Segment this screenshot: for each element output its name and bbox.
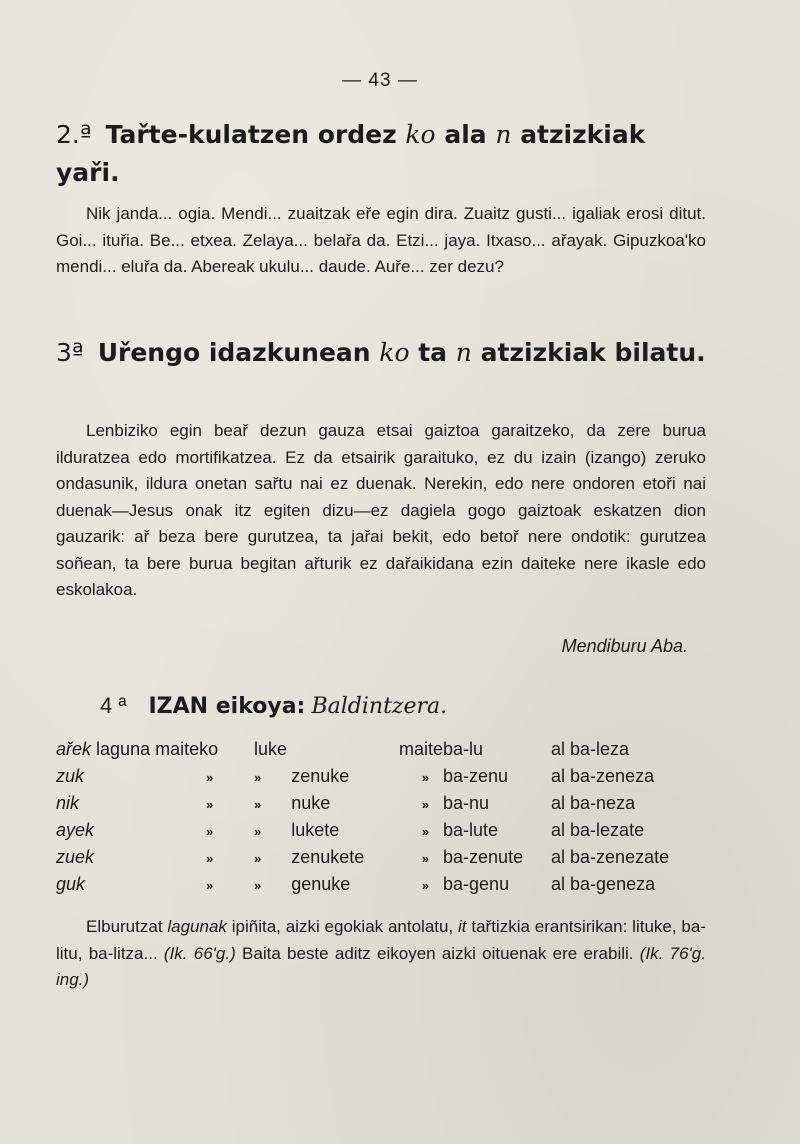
conj-form2: ba-lu [443, 739, 484, 759]
section-3-title-b: ta [418, 338, 448, 367]
conj-form1: genuke [291, 874, 351, 894]
ditto-mark: » [421, 824, 430, 839]
conj-form1: lukete [291, 820, 340, 840]
section-3-suffix-ko: ko [379, 338, 410, 367]
section-4-title-italic: Baldintzera. [311, 694, 448, 719]
conj-pronoun: zuk [56, 766, 85, 786]
footer-t6: (Ik. 66'g.) [163, 943, 236, 963]
section-4-number: 4 ª [100, 693, 127, 718]
conj-pronoun: nik [56, 793, 80, 813]
section-3-title-a: Uřengo idazkunean [97, 338, 371, 367]
conj-form1: zenuke [291, 766, 350, 786]
footer-t2: lagunak [167, 917, 227, 936]
footer-t7: Baita beste aditz eikoyen aizki oituenak ere erabili. [242, 943, 634, 963]
conj-form2: ba-nu [443, 793, 490, 813]
conjugation-row [56, 871, 681, 898]
conjugation-row [56, 790, 681, 817]
section-2-title-c: atzizkiak yaři. [56, 120, 646, 187]
conj-pronoun: zuek [56, 847, 95, 867]
footer-t1: Elburutzat [86, 917, 163, 936]
ditto-mark: » [254, 797, 262, 812]
page-number: — 43 — [342, 70, 418, 91]
conj-pronoun: ayek [56, 820, 95, 840]
exercise-2-paragraph: Nik janda... ogia. Mendi... zuaitzak eře egin dira. Zuaitz gusti... igaliak erosi ditut. Goi... ituřia. Be... etxea. Zelaya... belařa da. Etzi... jaya. Itxaso... ařayak. Gipuzkoa'ko mendi... eluřa da. Abereak ukulu... daude. Auře... zer dezu? [56, 204, 706, 276]
section-2-title-a: Tařte-kulatzen ordez [105, 120, 397, 149]
section-3-heading [56, 334, 716, 372]
conj-form3: al ba-neza [551, 793, 636, 813]
conj-form3: al ba-zeneza [551, 766, 655, 786]
footer-t8: (Ik. 76'g. ing.) [56, 943, 706, 989]
ditto-mark: » [421, 851, 430, 866]
ditto-mark: » [254, 851, 262, 866]
section-2-number: 2.ª [56, 120, 92, 149]
footer-t5: tařtizkia erantsirikan: lituke, ba-litu, ba-litza... [56, 917, 706, 963]
conjugation-header-row [56, 736, 681, 763]
section-3-suffix-n: n [455, 338, 472, 367]
conj-form3: al ba-geneza [551, 874, 656, 894]
conj-form2: ba-zenute [443, 847, 524, 867]
footer-instruction [56, 914, 706, 994]
conj-form2: ba-genu [443, 874, 510, 894]
conj-form1: luke [254, 739, 288, 759]
section-4-heading [100, 690, 447, 723]
section-2-suffix-n: n [495, 120, 512, 149]
ditto-mark: » [206, 878, 214, 893]
ditto-mark: » [206, 797, 214, 812]
section-4-title-bold: IZAN eikoya: [148, 694, 306, 719]
conjugation-row [56, 817, 681, 844]
conj-form3: al ba-leza [551, 739, 630, 759]
footer-t4: it [458, 917, 467, 936]
conj-form1: nuke [291, 793, 331, 813]
ditto-mark: » [206, 824, 214, 839]
conjugation-table [56, 736, 681, 898]
footer-t3: ipiñita, aizki egokiak antolatu, [231, 917, 454, 936]
ditto-mark: » [421, 797, 430, 812]
section-3-number: 3ª [56, 338, 84, 367]
conj-form2: ba-lute [443, 820, 499, 840]
section-2-suffix-ko: ko [405, 120, 436, 149]
ditto-mark: » [421, 878, 430, 893]
conj-pronoun: ařek [56, 739, 92, 759]
passage-author: Mendiburu Aba. [561, 636, 688, 656]
section-3-title-c: atzizkiak bilatu. [480, 338, 706, 367]
conj-form1: zenukete [291, 847, 365, 867]
ditto-mark: » [254, 824, 262, 839]
conj-form3: al ba-lezate [551, 820, 645, 840]
section-2-title-b: ala [444, 120, 487, 149]
conj-form2: ba-zenu [443, 766, 509, 786]
conj-form3: al ba-zenezate [551, 847, 670, 867]
section-2-heading [56, 116, 716, 192]
exercise-2-text [56, 201, 706, 281]
ditto-mark: » [254, 770, 262, 785]
conjugation-row [56, 844, 681, 871]
conj-pronoun: guk [56, 874, 86, 894]
ditto-mark: » [206, 851, 214, 866]
ditto-mark: » [206, 770, 214, 785]
passage-text [56, 418, 706, 604]
passage-paragraph: Lenbiziko egin beař dezun gauza etsai gaiztoa garaitzeko, da zere burua ilduratzea edo mortifikatzea. Ez da etsairik garaituko, ez du izain (izango) zeruko ondasunik, ildura onetan sařtu nai ez duenak. Nerekin, edo nere ondoren etoři nai duenak—Jesus onak itz egiten dizu—ez dagiela gogo gaiztoak eskatzen dion gauzarik: ař beza bere gurutzea, ta jařai bekit, edo betoř nere ondotik: gurutzea soñean, ta bere burua begitan ařturik ez dařaikidana ezin daiteke nere ikasle edo eskolakoa. [56, 421, 706, 599]
ditto-mark: » [254, 878, 262, 893]
conjugation-row [56, 763, 681, 790]
ditto-mark: » [421, 770, 430, 785]
conj-lead2: maite [399, 739, 444, 759]
conj-lead: laguna maiteko [96, 739, 219, 759]
